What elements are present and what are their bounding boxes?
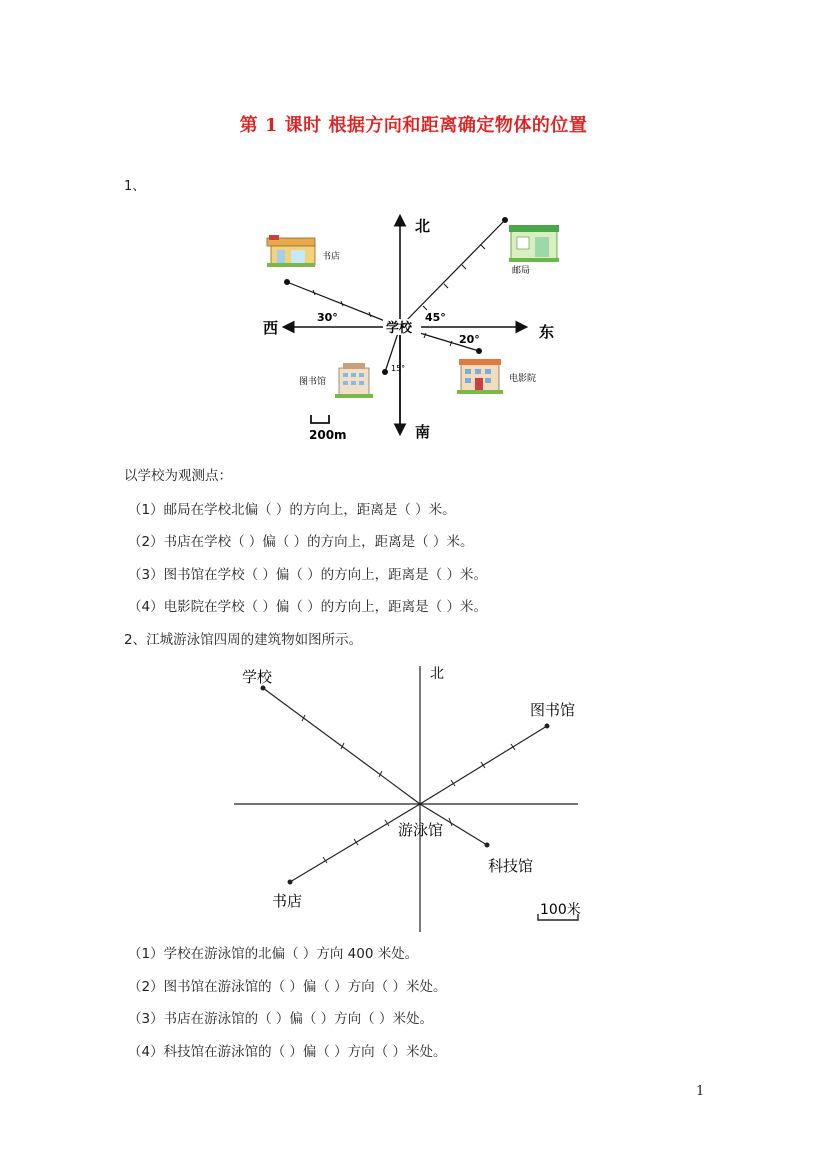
center-swimming-pool-label: 游泳馆	[398, 821, 444, 839]
question-1-item: （1）邮局在学校北偏（ ）的方向上，距离是（ ）米。	[128, 502, 456, 518]
figure-2-compass-diagram	[230, 658, 590, 934]
center-school-label: 学校	[386, 321, 413, 336]
scale-label: 200m	[309, 428, 347, 442]
scale-bar	[311, 415, 329, 423]
angle-library: 15°	[391, 364, 406, 373]
north-label: 北	[430, 666, 444, 682]
library-building-icon	[335, 363, 373, 398]
question-2-heading: 2、江城游泳馆四周的建筑物如图所示。	[124, 632, 363, 648]
question-1-intro: 以学校为观测点：	[124, 468, 232, 484]
tech-museum-label: 科技馆	[488, 857, 534, 875]
bookstore-building-icon	[267, 235, 315, 267]
question-2-item: （2）图书馆在游泳馆的（ ）偏（ ）方向（ ）米处。	[128, 979, 447, 995]
east-label: 东	[539, 323, 555, 341]
library-label: 图书馆	[299, 377, 327, 387]
cinema-dot	[476, 348, 482, 354]
question-2-item: （1）学校在游泳馆的北偏（ ）方向 400 米处。	[128, 946, 419, 962]
ray-bookstore	[290, 804, 420, 882]
question-1-item: （4）电影院在学校（ ）偏（ ）的方向上，距离是（ ）米。	[128, 599, 487, 615]
north-label: 北	[415, 217, 431, 235]
post-office-label: 邮局	[512, 266, 531, 276]
post-office-building-icon	[509, 225, 559, 262]
school-label: 学校	[242, 668, 273, 686]
question-1-item: （3）图书馆在学校（ ）偏（ ）的方向上，距离是（ ）米。	[128, 567, 487, 583]
figure-1-compass-diagram	[255, 205, 575, 445]
question-1-number: 1、	[124, 179, 146, 194]
ray-school	[263, 688, 420, 804]
cinema-building-icon	[457, 359, 503, 394]
question-1-item: （2）书店在学校（ ）偏（ ）的方向上，距离是（ ）米。	[128, 534, 474, 550]
angle-post-office: 45°	[425, 311, 446, 324]
bookstore-dot	[284, 279, 290, 285]
west-label: 西	[263, 319, 279, 337]
angle-cinema: 20°	[459, 333, 480, 346]
cinema-label: 电影院	[509, 374, 537, 384]
south-label: 南	[415, 423, 431, 441]
angle-bookstore: 30°	[317, 311, 338, 324]
question-2-item: （4）科技馆在游泳馆的（ ）偏（ ）方向（ ）米处。	[128, 1044, 447, 1060]
library-label: 图书馆	[530, 701, 576, 719]
post-office-dot	[502, 217, 508, 223]
page-number: 1	[696, 1084, 705, 1099]
ray-post-office	[400, 220, 505, 327]
page-title: 第 1 课时 根据方向和距离确定物体的位置	[239, 115, 588, 136]
question-2-item: （3）书店在游泳馆的（ ）偏（ ）方向（ ）米处。	[128, 1011, 433, 1027]
bookstore-label: 书店	[272, 892, 303, 910]
scale-label: 100米	[540, 902, 581, 918]
library-dot	[382, 369, 388, 375]
bookstore-label: 书店	[322, 252, 341, 262]
